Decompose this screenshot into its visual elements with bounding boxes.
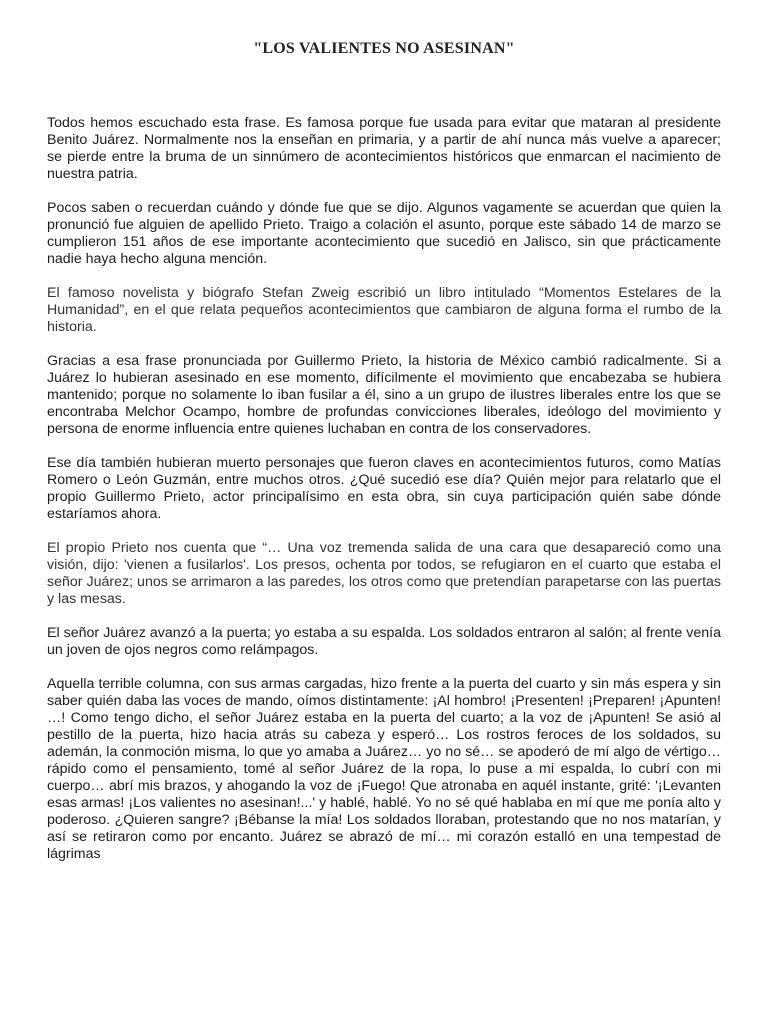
paragraph-1: Todos hemos escuchado esta frase. Es famosa porque fue usada para evitar que mataran al presidente Benito Juárez. Normalmente nos la enseñan en primaria, y a partir de ahí nunca más vuelve a aparecer; se pierde entre la bruma de un sinnúmero de acontecimientos históricos que enmarcan el nacimiento de nuestra patria. <box>47 115 721 182</box>
document-title: "LOS VALIENTES NO ASESINAN" <box>253 40 515 57</box>
paragraph-2: Pocos saben o recuerdan cuándo y dónde fue que se dijo. Algunos vagamente se acuerdan que quien la pronunció fue alguien de apellido Prieto. Traigo a colación el asunto, porque este sábado 14 de marzo se cumplieron 151 años de ese importante acontecimiento que sucedió en Jalisco, sin que prácticamente nadie haya hecho alguna mención. <box>47 200 721 267</box>
document-body <box>47 115 721 880</box>
paragraph-5: Ese día también hubieran muerto personajes que fueron claves en acontecimientos futuros, como Matías Romero o León Guzmán, entre muchos otros. ¿Qué sucedió ese día? Quién mejor para relatarlo que el propio Guillermo Prieto, actor principalísimo en esta obra, sin cuya participación quién sabe dónde estaríamos ahora. <box>47 455 721 522</box>
paragraph-3: El famoso novelista y biógrafo Stefan Zweig escribió un libro intitulado “Momentos Estelares de la Humanidad”, en el que relata pequeños acontecimientos que cambiaron de alguna forma el rumbo de la historia. <box>47 285 721 335</box>
paragraph-4: Gracias a esa frase pronunciada por Guillermo Prieto, la historia de México cambió radicalmente. Si a Juárez lo hubieran asesinado en ese momento, difícilmente el movimiento que encabezaba se hubiera mantenido; porque no solamente lo iban fusilar a él, sino a un grupo de ilustres liberales entre los que se encontraba Melchor Ocampo, hombre de profundas convicciones liberales, ideólogo del movimiento y persona de enorme influencia entre quienes luchaban en contra de los conservadores. <box>47 353 721 437</box>
paragraph-7: El señor Juárez avanzó a la puerta; yo estaba a su espalda. Los soldados entraron al salón; al frente venía un joven de ojos negros como relámpagos. <box>47 625 721 658</box>
paragraph-6: El propio Prieto nos cuenta que “… Una voz tremenda salida de una cara que desapareció como una visión, dijo: 'vienen a fusilarlos'. Los presos, ochenta por todos, se refugiaron en el cuarto que estaba el señor Juárez; unos se arrimaron a las paredes, los otros como que pretendían parapetarse con las puertas y las mesas. <box>47 540 721 607</box>
paragraph-8: Aquella terrible columna, con sus armas cargadas, hizo frente a la puerta del cuarto y sin más espera y sin saber quién daba las voces de mando, oímos distintamente: ¡Al hombro! ¡Presenten! ¡Preparen! ¡Apunten! …! Como tengo dicho, el señor Juárez estaba en la puerta del cuarto; a la voz de ¡Apunten! Se asió al pestillo de la puerta, hizo hacia atrás su cabeza y esperó… Los rostros feroces de los soldados, su ademán, la conmoción misma, lo que yo amaba a Juárez… yo no sé… se apoderó de mí algo de vértigo… rápido como el pensamiento, tomé al señor Juárez de la ropa, lo puse a mi espalda, lo cubrí con mi cuerpo… abrí mis brazos, y ahogando la voz de ¡Fuego! Que atronaba en aquél instante, grité: '¡Levanten esas armas! ¡Los valientes no asesinan!...' y hablé, hablé. Yo no sé qué hablaba en mí que me ponía alto y poderoso. ¿Quieren sangre? ¡Bébanse la mía! Los soldados lloraban, protestando que no nos matarían, y así se retiraron como por encanto. Juárez se abrazó de mí… mi corazón estalló en una tempestad de lágrimas <box>47 676 721 862</box>
